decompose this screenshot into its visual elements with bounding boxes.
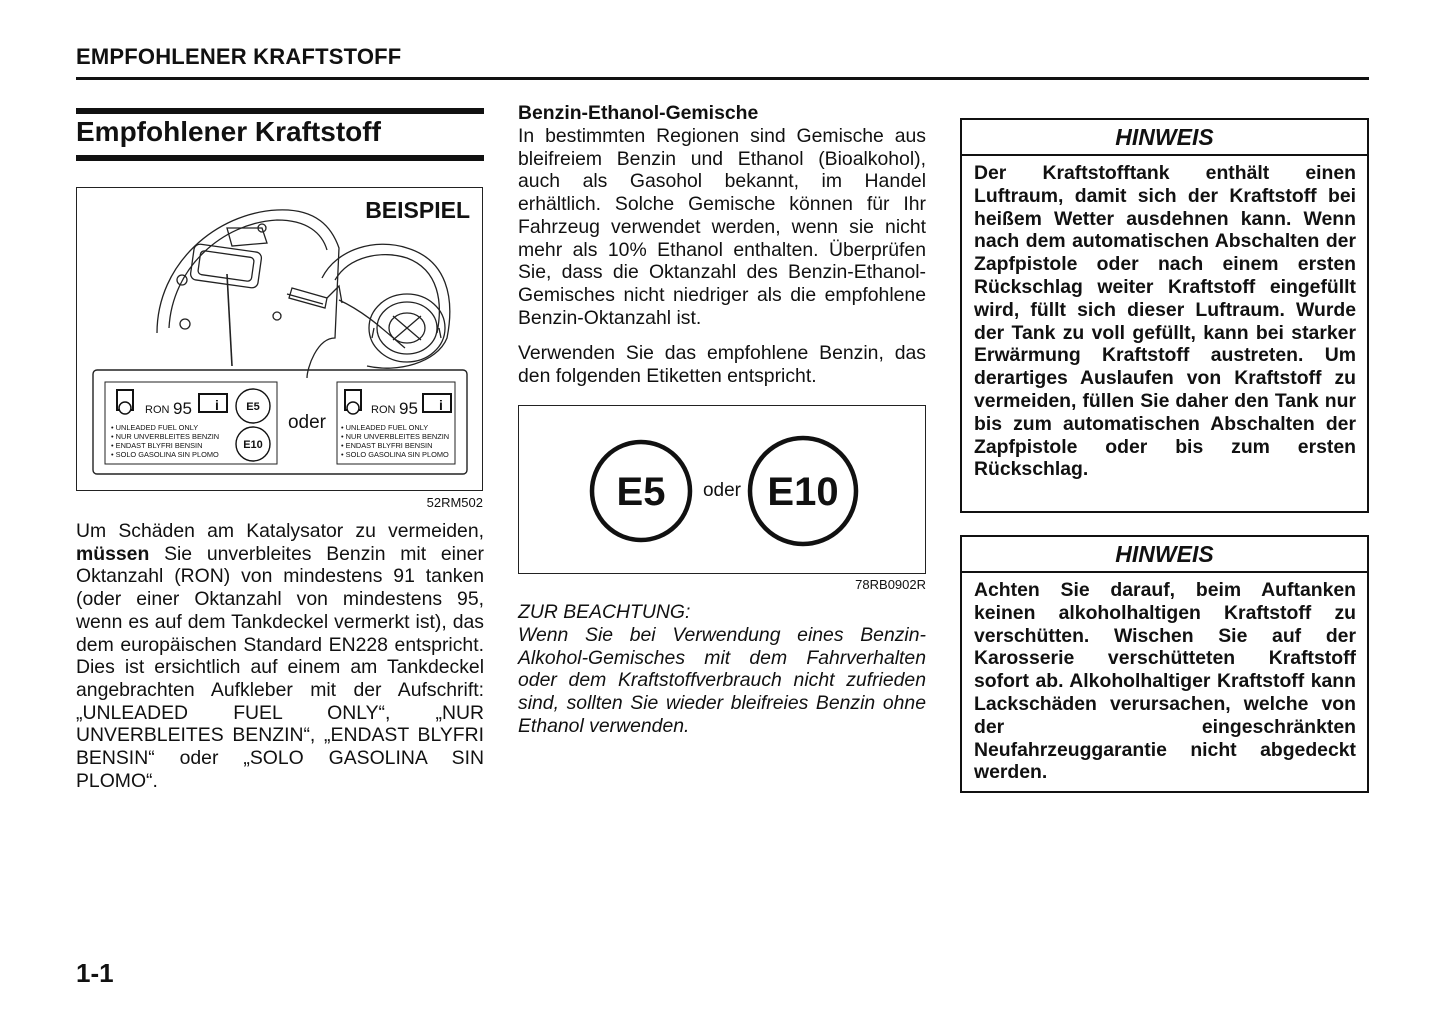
notice-text: Der Kraftstofftank enthält einen Luftraum, damit sich der Kraftstoff bei heißem Wetter ausdehnen kann. Wenn nach dem automatischen Abschalten der Zapfpistole oder nach einem ersten Rückschlag weiter Kraftstoff eingefüllt wird, füllt sich dieser Luftraum. Wurde der Tank zu voll gefüllt, kann bei starker Erwärmung Kraftstoff austreten. Um derartiges Auslaufen von Kraftstoff zu vermeiden, füllen Sie daher den Tank nur bis zum automatischen Abschalten der Zapfpistole oder bis zum ersten Rückschlag.: [974, 162, 1356, 481]
e10-label: E10: [243, 439, 263, 451]
notice-text: Achten Sie darauf, beim Auftanken keinen alkoholhaltigen Kraftstoff zu verschütten. Wischen Sie auf der Karosserie verschütteten Kraftstoff sofort ab. Alkoholhaltiger Kraftstoff kann Lackschäden verursachen, welche von der eingeschränkten Neufahrzeuggarantie nicht abgedeckt werden.: [974, 579, 1356, 784]
figure1-code: 52RM502: [426, 495, 483, 510]
manual-book-icon: [199, 394, 227, 412]
label-left-line: • UNLEADED FUEL ONLY: [111, 423, 199, 432]
ron-value-left: 95: [173, 399, 192, 418]
e5-large-label: E5: [616, 470, 666, 514]
notice-heading: HINWEIS: [962, 537, 1367, 573]
label-right-line: • UNLEADED FUEL ONLY: [341, 423, 429, 432]
para-bold: müssen: [76, 542, 150, 565]
notice-box-alcohol: [960, 535, 1369, 793]
label-left: [105, 382, 277, 464]
page-number: 1-1: [76, 958, 114, 988]
fuel-door-icon: [157, 210, 450, 378]
figure2-code: 78RB0902R: [855, 577, 926, 592]
label-left-line: • SOLO GASOLINA SIN PLOMO: [111, 450, 219, 459]
label-right: [337, 382, 455, 464]
label-left-line: • NUR UNVERBLEITES BENZIN: [111, 432, 220, 441]
ethanol-labels-figure: [518, 405, 926, 574]
ron-prefix-right: RON: [371, 404, 396, 416]
figure2-oder: oder: [702, 480, 742, 501]
e10-large-label: E10: [767, 470, 839, 514]
note-heading: ZUR BEACHTUNG:: [518, 601, 691, 623]
info-icon: i: [439, 397, 443, 413]
label-right-line: • ENDAST BLYFRI BENSIN: [341, 441, 433, 450]
label-left-line: • ENDAST BLYFRI BENSIN: [111, 441, 203, 450]
label-instruction-paragraph: Verwenden Sie das empfohlene Benzin, das den folgenden Etiketten entspricht.: [518, 342, 926, 387]
figure1-oder: oder: [287, 412, 327, 433]
header-rule: [76, 77, 1369, 80]
para-text: Um Schäden am Katalysator zu vermeiden,: [76, 520, 484, 542]
ethanol-labels-drawing: [519, 406, 924, 572]
figure-badge: BEISPIEL: [365, 197, 470, 223]
no-lead-icon: [119, 402, 131, 414]
label-right-line: • SOLO GASOLINA SIN PLOMO: [341, 450, 449, 459]
notice-heading: HINWEIS: [962, 120, 1367, 156]
label-right-line: • NUR UNVERBLEITES BENZIN: [341, 432, 450, 441]
ron-value-right: 95: [399, 399, 418, 418]
ethanol-subheading: Benzin-Ethanol-Gemische: [518, 102, 759, 124]
section-rule-top: [76, 108, 484, 114]
no-lead-icon: [347, 402, 359, 414]
fuel-cap-illustration: [76, 187, 483, 491]
page-header-title: EMPFOHLENER KRAFTSTOFF: [76, 44, 402, 69]
ethanol-paragraph: In bestimmten Regionen sind Gemische aus bleifreiem Benzin und Ethanol (Bioalkohol), auch als Gasohol bekannt, im Handel erhältlich. Solche Gemische können für Ihr Fahrzeug verwendet werden, wenn sie nicht mehr als 10% Ethanol enthalten. Überprüfen Sie, dass die Oktanzahl des Benzin-Ethanol-Gemisches nicht niedriger als die empfohlene Benzin-Oktanzahl ist.: [518, 125, 926, 329]
note-text: Wenn Sie bei Verwendung eines Benzin-Alkohol-Gemisches mit dem Fahrverhalten oder dem Kraftstoffverbrauch nicht zufrieden sind, sollten Sie wieder bleifreies Benzin ohne Ethanol verwenden.: [518, 624, 926, 737]
section-rule-bottom: [76, 155, 484, 161]
ron-prefix-left: RON: [145, 404, 170, 416]
manual-book-icon: [423, 394, 451, 412]
info-icon: i: [215, 397, 219, 413]
e5-label: E5: [246, 401, 260, 413]
catalyst-paragraph: [76, 520, 484, 792]
fuel-cap-drawing: [77, 188, 481, 489]
section-title: Empfohlener Kraftstoff: [76, 116, 381, 147]
notice-box-expansion: [960, 118, 1369, 513]
para-text: Sie unverbleites Benzin mit einer Oktanzahl (RON) von mindestens 91 tanken (oder einer Oktanzahl von mindestens 95, wenn es auf dem Tankdeckel vermerkt ist), das dem europäischen Standard EN228 entspricht. Dies ist ersichtlich auf einem am Tankdeckel angebrachten Aufkleber mit der Aufschrift: „UNLEADED FUEL ONLY“, „NUR UNVERBLEITES BENZIN“, „ENDAST BLYFRI BENSIN“ oder „SOLO GASOLINA SIN PLOMO“.: [76, 542, 484, 792]
